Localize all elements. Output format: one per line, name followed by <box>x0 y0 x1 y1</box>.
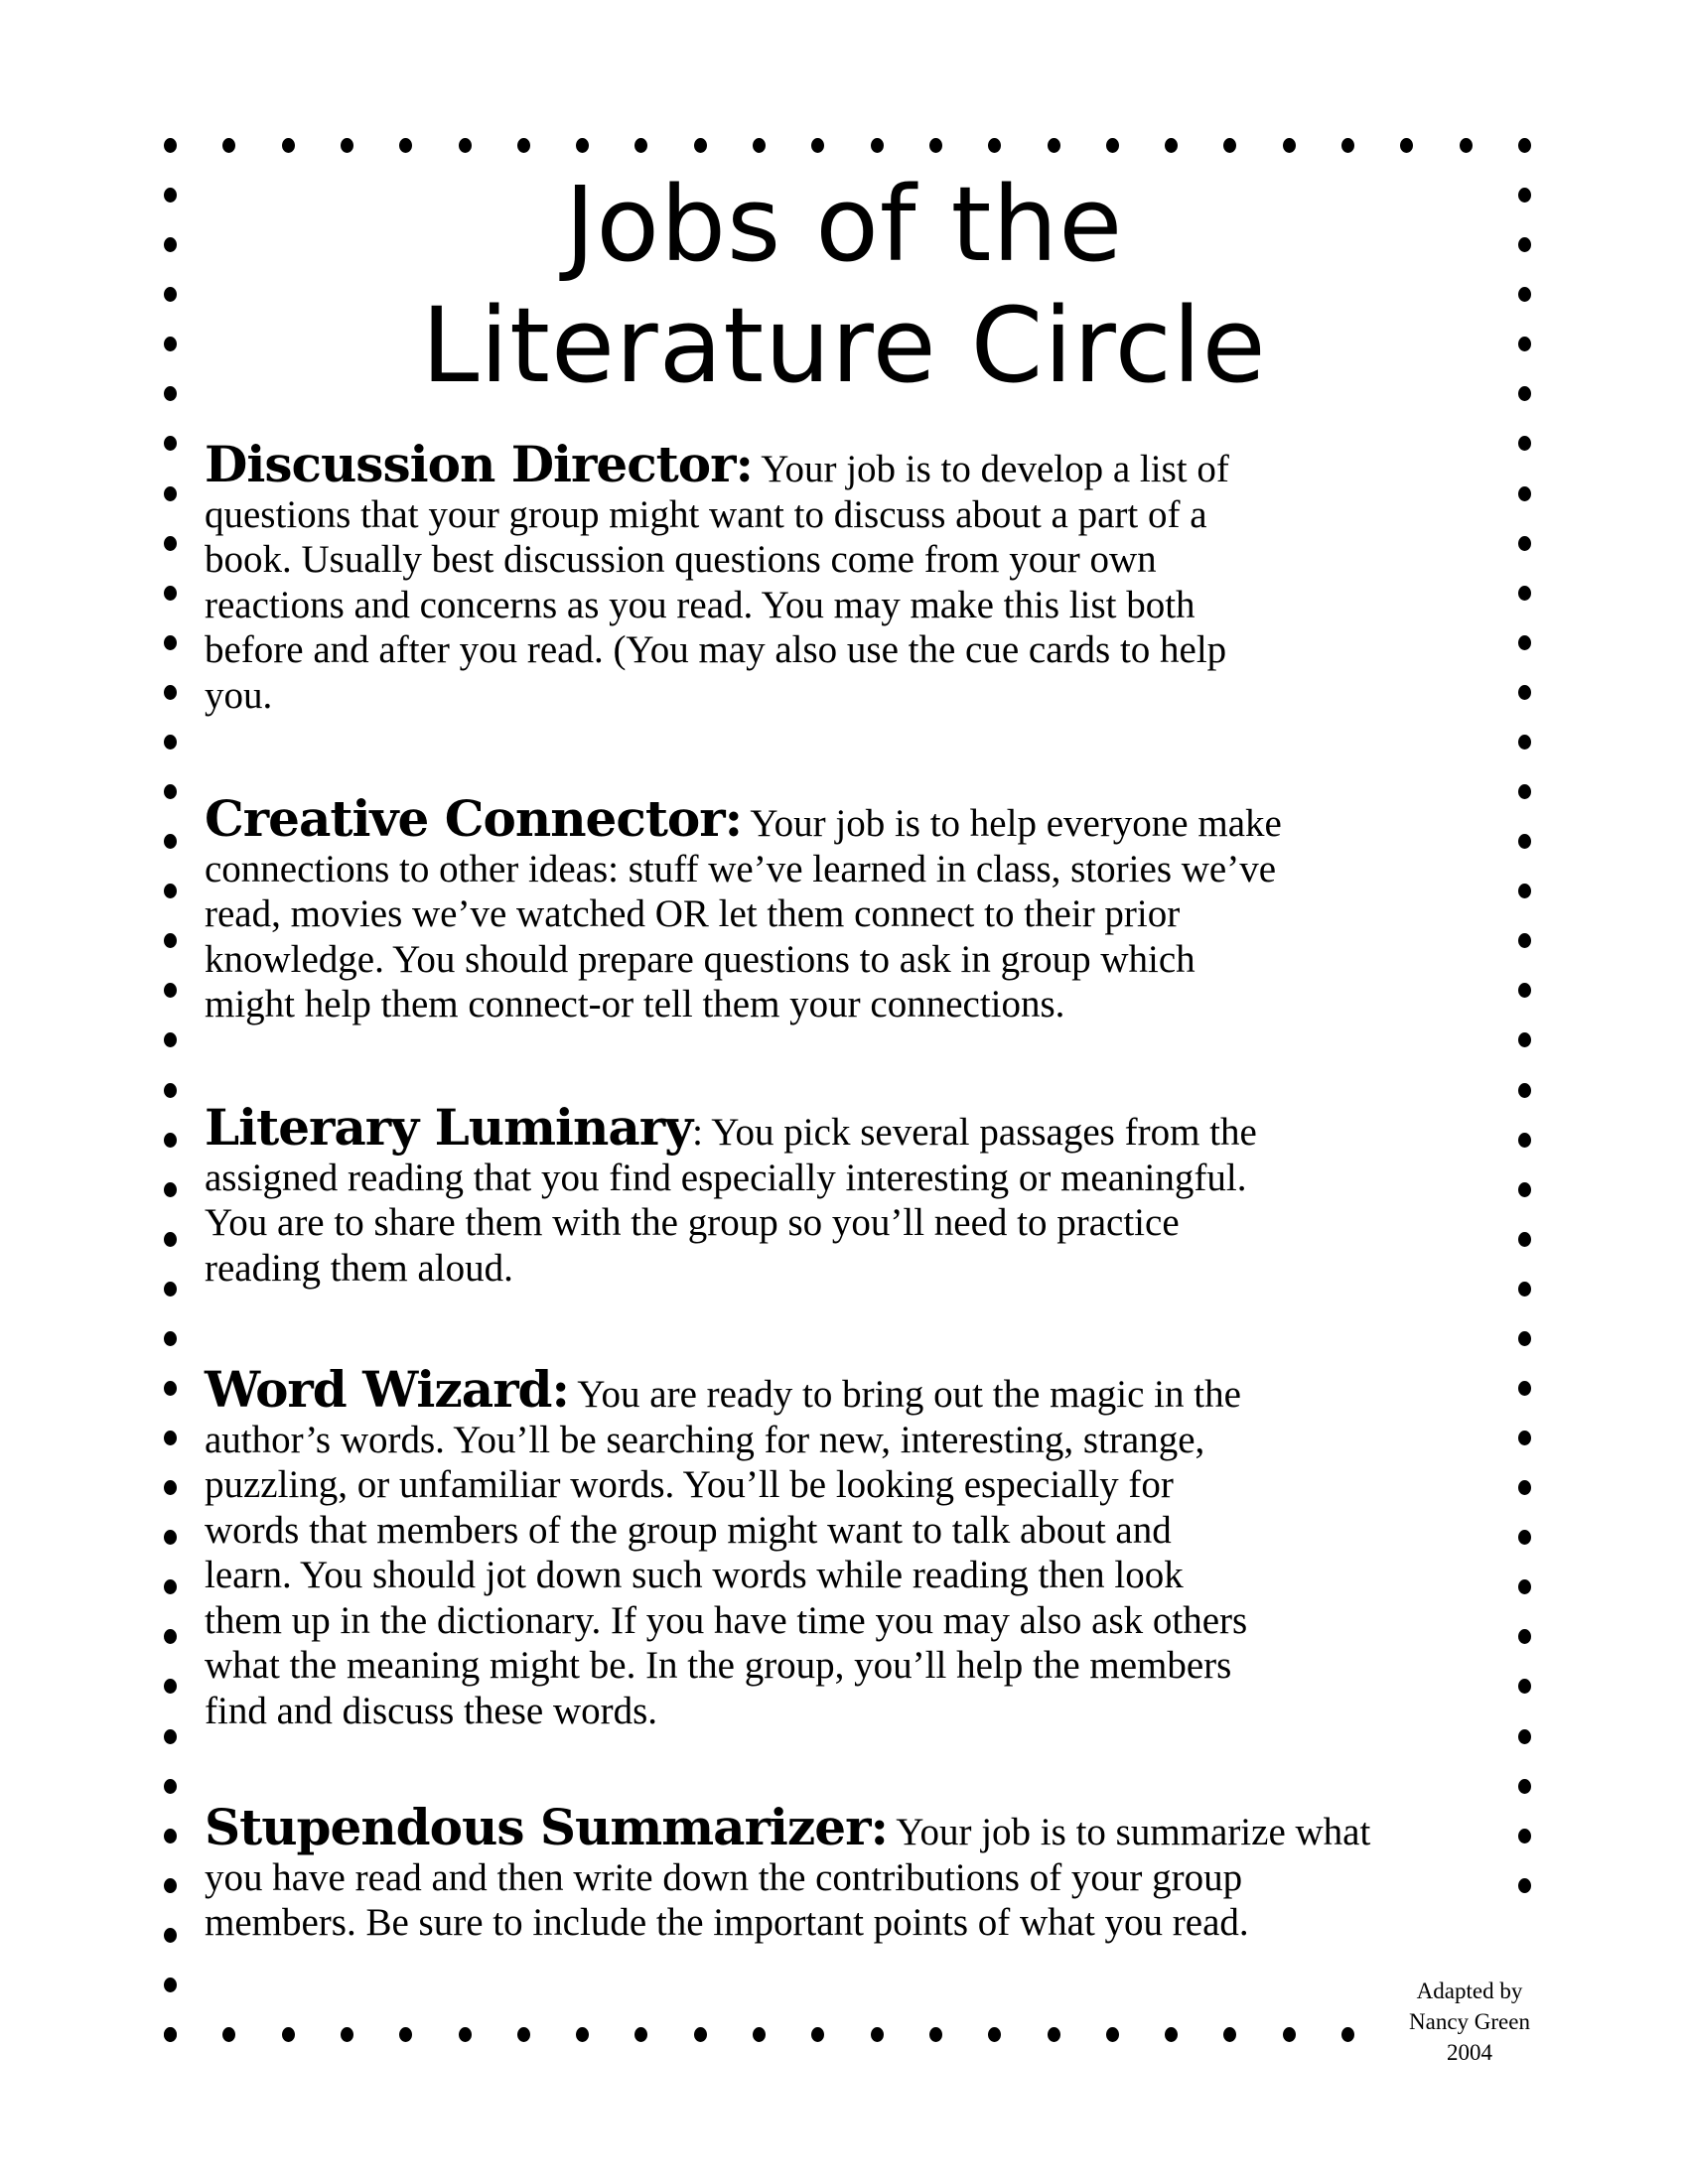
border-dot <box>1165 2027 1178 2042</box>
border-dot <box>164 1530 177 1545</box>
border-dot <box>164 1431 177 1445</box>
border-dot <box>753 2027 766 2042</box>
border-dot <box>1518 1729 1531 1744</box>
border-dot <box>164 784 177 799</box>
border-dot <box>1518 1083 1531 1098</box>
border-dot <box>811 2027 824 2042</box>
border-dot <box>399 138 412 153</box>
credit-line-3: 2004 <box>1447 2040 1492 2065</box>
border-dot <box>1518 1878 1531 1893</box>
border-dot <box>164 138 177 153</box>
job-description-line: what the meaning might be. In the group, you’ll help the members <box>205 1644 1232 1687</box>
border-dot <box>164 1480 177 1495</box>
border-dot <box>871 138 884 153</box>
border-dot <box>1518 1381 1531 1396</box>
job-description-line: assigned reading that you find especially interesting or meaningful. <box>205 1156 1247 1199</box>
job-description-text: You are ready to bring out the magic in the <box>568 1373 1241 1416</box>
border-dot <box>164 1331 177 1346</box>
border-dot <box>753 138 766 153</box>
border-dot <box>164 1978 177 1992</box>
border-dot <box>576 2027 589 2042</box>
job-description-line: you have read and then write down the contributions of your group <box>205 1855 1243 1899</box>
border-dot <box>164 1282 177 1297</box>
border-dot <box>164 1182 177 1197</box>
border-dot <box>222 2027 235 2042</box>
border-dot <box>164 1629 177 1644</box>
job-description-line: questions that your group might want to discuss about a part of a <box>205 492 1207 536</box>
border-dot <box>222 138 235 153</box>
job-description-line: knowledge. You should prepare questions to ask in group which <box>205 937 1196 981</box>
job-description-line: connections to other ideas: stuff we’ve learned in class, stories we’ve <box>205 847 1277 890</box>
border-dot <box>164 486 177 501</box>
border-dot <box>1518 933 1531 948</box>
job-section <box>205 1360 1515 1733</box>
job-description-line: read, movies we’ve watched OR let them connect to their prior <box>205 892 1181 935</box>
border-dot <box>1518 586 1531 601</box>
border-dot <box>1283 138 1296 153</box>
border-dot <box>1518 1829 1531 1843</box>
border-dot <box>1518 1530 1531 1545</box>
job-section <box>205 1798 1515 1946</box>
border-dot <box>1400 138 1413 153</box>
border-dot <box>282 138 295 153</box>
border-dot <box>341 138 353 153</box>
job-description-text: Your job is to develop a list of <box>752 448 1229 490</box>
border-dot <box>1518 138 1531 153</box>
border-dot <box>1518 884 1531 898</box>
border-dot <box>164 536 177 551</box>
border-dot <box>164 1779 177 1794</box>
job-section <box>205 435 1515 718</box>
job-description-line: before and after you read. (You may also use the cue cards to help <box>205 628 1227 671</box>
title-line-2: Literature Circle <box>421 285 1267 406</box>
border-dot <box>694 2027 707 2042</box>
border-dot <box>1518 1779 1531 1794</box>
job-heading: Literary Luminary <box>205 1098 693 1157</box>
border-dot <box>164 983 177 998</box>
border-dot <box>164 635 177 650</box>
border-dot <box>1518 1629 1531 1644</box>
border-dot <box>1341 2027 1354 2042</box>
border-dot <box>988 2027 1001 2042</box>
border-dot <box>1341 138 1354 153</box>
job-description-line: reactions and concerns as you read. You may make this list both <box>205 583 1196 626</box>
border-dot <box>1518 635 1531 650</box>
job-description-line: words that members of the group might want to talk about and <box>205 1508 1172 1552</box>
border-dot <box>1518 1679 1531 1694</box>
job-description-line <box>205 1360 1515 1419</box>
border-dot <box>399 2027 412 2042</box>
border-dot <box>164 1032 177 1047</box>
border-dot <box>164 1729 177 1744</box>
job-section <box>205 789 1515 1027</box>
border-dot <box>164 586 177 601</box>
job-description-line <box>205 1098 1515 1157</box>
border-dot <box>871 2027 884 2042</box>
job-heading: Word Wizard: <box>205 1360 569 1419</box>
border-dot <box>1518 1232 1531 1247</box>
border-dot <box>694 138 707 153</box>
border-dot <box>1223 138 1236 153</box>
border-dot <box>1518 1182 1531 1197</box>
page-title <box>0 164 1688 406</box>
border-dot <box>1048 138 1060 153</box>
border-dot <box>164 685 177 700</box>
border-dot <box>164 1878 177 1893</box>
job-heading: Stupendous Summarizer: <box>205 1798 888 1856</box>
border-dot <box>1048 2027 1060 2042</box>
border-dot <box>341 2027 353 2042</box>
border-dot <box>164 884 177 898</box>
border-dot <box>1518 834 1531 849</box>
job-description-line: You are to share them with the group so you’ll need to practice <box>205 1201 1180 1244</box>
border-dot <box>164 1829 177 1843</box>
border-dot <box>1518 784 1531 799</box>
credit-line-2: Nancy Green <box>1409 2009 1530 2034</box>
job-heading: Discussion Director: <box>205 435 753 493</box>
border-dot <box>1518 1480 1531 1495</box>
border-dot <box>164 1083 177 1098</box>
border-dot <box>282 2027 295 2042</box>
border-dot <box>1518 536 1531 551</box>
border-dot <box>1518 1133 1531 1148</box>
border-dot <box>1518 1579 1531 1594</box>
title-line-1: Jobs of the <box>564 164 1124 285</box>
border-dot <box>164 2027 177 2042</box>
job-description-line: reading them aloud. <box>205 1246 513 1290</box>
border-dot <box>1518 735 1531 750</box>
border-dot <box>634 2027 647 2042</box>
border-dot <box>1165 138 1178 153</box>
border-dot <box>1518 1032 1531 1047</box>
border-dot <box>164 436 177 451</box>
job-description-line: might help them connect-or tell them your connections. <box>205 983 1065 1025</box>
border-dot <box>1106 138 1119 153</box>
job-description-line <box>205 789 1515 848</box>
border-dot <box>164 1679 177 1694</box>
border-dot <box>929 2027 942 2042</box>
border-dot <box>164 1579 177 1594</box>
border-dot <box>1518 685 1531 700</box>
border-dot <box>1283 2027 1296 2042</box>
border-dot <box>164 1381 177 1396</box>
job-description-text: Your job is to help everyone make <box>742 802 1282 845</box>
job-description-line: book. Usually best discussion questions come from your own <box>205 538 1157 581</box>
credit <box>1380 1976 1559 2068</box>
border-dot <box>459 138 472 153</box>
job-description-line: find and discuss these words. <box>205 1689 658 1732</box>
border-dot <box>811 138 824 153</box>
border-dot <box>1106 2027 1119 2042</box>
job-description-line <box>205 435 1515 493</box>
border-dot <box>1518 1282 1531 1297</box>
job-description-line: members. Be sure to include the important points of what you read. <box>205 1901 1249 1944</box>
job-description-line: puzzling, or unfamiliar words. You’ll be looking especially for <box>205 1463 1174 1506</box>
border-dot <box>164 1928 177 1943</box>
border-dot <box>517 138 530 153</box>
border-dot <box>1518 486 1531 501</box>
job-heading: Creative Connector: <box>205 789 743 848</box>
border-dot <box>988 138 1001 153</box>
border-dot <box>459 2027 472 2042</box>
job-description-line: learn. You should jot down such words while reading then look <box>205 1554 1184 1596</box>
job-description-text: : You pick several passages from the <box>692 1111 1257 1154</box>
border-dot <box>1518 1331 1531 1346</box>
border-dot <box>164 834 177 849</box>
border-dot <box>1223 2027 1236 2042</box>
border-dot <box>1518 1431 1531 1445</box>
job-description-text: Your job is to summarize what <box>887 1811 1371 1853</box>
border-dot <box>929 138 942 153</box>
border-dot <box>634 138 647 153</box>
job-description-line: you. <box>205 673 273 717</box>
border-dot <box>1518 436 1531 451</box>
border-dot <box>1460 138 1473 153</box>
border-dot <box>164 735 177 750</box>
job-description-line: author’s words. You’ll be searching for new, interesting, strange, <box>205 1418 1205 1461</box>
border-dot <box>164 1133 177 1148</box>
border-dot <box>164 1232 177 1247</box>
job-description-line <box>205 1798 1515 1856</box>
job-section <box>205 1098 1515 1291</box>
border-dot <box>164 933 177 948</box>
credit-line-1: Adapted by <box>1416 1979 1523 2003</box>
job-description-line: them up in the dictionary. If you have time you may also ask others <box>205 1598 1248 1642</box>
border-dot <box>1518 983 1531 998</box>
border-dot <box>576 138 589 153</box>
border-dot <box>517 2027 530 2042</box>
